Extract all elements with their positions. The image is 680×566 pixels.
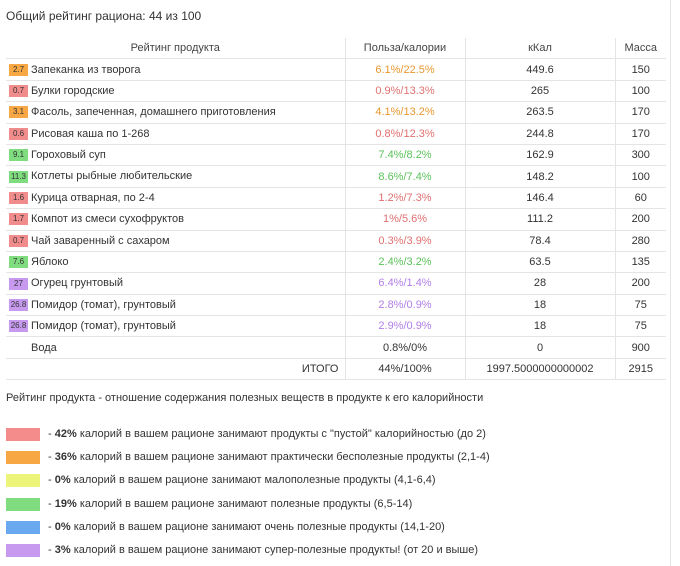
- rating-badge: 1.7: [9, 213, 28, 225]
- table-row: [6, 102, 666, 123]
- product-name: Помидор (томат), грунтовый: [31, 298, 176, 311]
- benefit-calories-value: 2.4%/3.2%: [345, 251, 465, 272]
- kcal-value: 111.2: [465, 209, 615, 230]
- product-cell: [6, 123, 345, 144]
- rating-badge-empty: [9, 342, 28, 354]
- legend-swatch: [6, 474, 40, 487]
- rating-badge: 26.8: [10, 299, 27, 309]
- product-name: Огурец грунтовый: [31, 277, 124, 290]
- product-name: Рисовая каша по 1-268: [31, 127, 150, 140]
- kcal-value: 449.6: [465, 59, 615, 80]
- benefit-calories-value: 6.4%/1.4%: [345, 273, 465, 294]
- table-row: [6, 251, 666, 272]
- total-label: ИТОГО: [6, 358, 345, 379]
- legend-description: калорий в вашем рационе занимают практически бесполезные продукты (2,1-4): [76, 451, 490, 464]
- legend-percent: 0%: [54, 520, 71, 533]
- product-cell: [6, 337, 345, 358]
- legend-description: калорий в вашем рационе занимают малополезные продукты (4,1-6,4): [70, 474, 436, 487]
- benefit-calories-value: 0.8%/0%: [345, 337, 465, 358]
- product-cell: [6, 144, 345, 165]
- product-cell: [6, 166, 345, 187]
- benefit-calories-value: 2.8%/0.9%: [345, 294, 465, 315]
- rating-badge: 1.6: [9, 192, 28, 204]
- product-name: Помидор (томат), грунтовый: [31, 320, 176, 333]
- product-cell: [6, 102, 345, 123]
- table-row: [6, 294, 666, 315]
- page-divider: [670, 0, 671, 566]
- legend-description: калорий в вашем рационе занимают супер-полезные продукты! (от 20 и выше): [70, 544, 479, 556]
- legend-title: Рейтинг продукта - отношение содержания полезных веществ в продукте к его калорийности: [6, 392, 484, 404]
- legend-percent: 36%: [54, 451, 77, 464]
- rating-badge: 0.7: [9, 85, 28, 97]
- kcal-value: 162.9: [465, 144, 615, 165]
- legend-text: - 19% калорий в вашем рационе занимают полезные продукты (6,5-14): [48, 497, 413, 510]
- product-name: Вода: [31, 341, 57, 354]
- rating-badge: 9.1: [9, 149, 28, 161]
- mass-value: 75: [615, 294, 666, 315]
- overall-rating: Общий рейтинг рациона: 44 из 100: [6, 9, 202, 23]
- header-benefit-calories: Польза/калории: [345, 38, 465, 59]
- legend-text: - 3% калорий в вашем рационе занимают супер-полезные продукты! (от 20 и выше): [48, 544, 479, 556]
- kcal-value: 18: [465, 294, 615, 315]
- mass-value: 100: [615, 166, 666, 187]
- header-kcal: кКал: [465, 38, 615, 59]
- mass-value: 75: [615, 316, 666, 337]
- table-row: [6, 209, 666, 230]
- benefit-calories-value: 0.3%/3.9%: [345, 230, 465, 251]
- product-name: Запеканка из творога: [31, 63, 141, 76]
- kcal-value: 265: [465, 80, 615, 101]
- legend-percent: 0%: [54, 474, 71, 487]
- table-row: [6, 59, 666, 80]
- legend-swatch: [6, 521, 40, 534]
- product-cell: [6, 316, 345, 337]
- table-row: [6, 80, 666, 101]
- product-name: Компот из смеси сухофруктов: [31, 213, 184, 226]
- product-cell: [6, 230, 345, 251]
- product-cell: [6, 187, 345, 208]
- product-cell: [6, 59, 345, 80]
- rating-badge: 0.6: [9, 128, 28, 140]
- legend-description: калорий в вашем рационе занимают очень полезные продукты (14,1-20): [70, 520, 445, 533]
- benefit-calories-value: 8.6%/7.4%: [345, 166, 465, 187]
- total-mass: 2915: [615, 358, 666, 379]
- legend-swatch: [6, 428, 40, 441]
- rating-badge: 0.7: [9, 235, 28, 247]
- benefit-calories-value: 0.8%/12.3%: [345, 123, 465, 144]
- product-cell: [6, 273, 345, 294]
- product-name: Яблоко: [31, 256, 69, 269]
- product-name: Булки городские: [31, 85, 115, 98]
- header-mass: Масса: [615, 38, 666, 59]
- legend-percent: 3%: [54, 544, 71, 556]
- kcal-value: 0: [465, 337, 615, 358]
- mass-value: 135: [615, 251, 666, 272]
- mass-value: 200: [615, 273, 666, 294]
- legend-swatch: [6, 498, 40, 511]
- rating-badge: 26.8: [10, 321, 27, 331]
- kcal-value: 78.4: [465, 230, 615, 251]
- mass-value: 100: [615, 80, 666, 101]
- total-row: [6, 358, 666, 379]
- product-name: Гороховый суп: [31, 149, 106, 162]
- table-row: [6, 273, 666, 294]
- product-cell: [6, 251, 345, 272]
- legend-percent: 42%: [54, 428, 77, 440]
- product-cell: [6, 209, 345, 230]
- table-row: [6, 337, 666, 358]
- legend-description: калорий в вашем рационе занимают продукты с "пустой" калорийностью (до 2): [76, 428, 486, 440]
- mass-value: 170: [615, 123, 666, 144]
- rating-badge: 2.7: [9, 64, 28, 76]
- legend-text: - 0% калорий в вашем рационе занимают малополезные продукты (4,1-6,4): [48, 474, 436, 487]
- kcal-value: 146.4: [465, 187, 615, 208]
- header-product-rating: Рейтинг продукта: [6, 38, 345, 59]
- table-row: [6, 144, 666, 165]
- mass-value: 200: [615, 209, 666, 230]
- table-row: [6, 316, 666, 337]
- legend-text: - 36% калорий в вашем рационе занимают практически бесполезные продукты (2,1-4): [48, 451, 490, 464]
- benefit-calories-value: 6.1%/22.5%: [345, 59, 465, 80]
- kcal-value: 18: [465, 316, 615, 337]
- table-row: [6, 123, 666, 144]
- product-cell: [6, 294, 345, 315]
- table-row: [6, 230, 666, 251]
- food-table: [6, 38, 666, 380]
- legend-text: - 0% калорий в вашем рационе занимают очень полезные продукты (14,1-20): [48, 520, 445, 533]
- total-ratio: 44%/100%: [345, 358, 465, 379]
- benefit-calories-value: 2.9%/0.9%: [345, 316, 465, 337]
- product-name: Курица отварная, по 2-4: [31, 191, 155, 204]
- product-cell: [6, 80, 345, 101]
- legend-description: калорий в вашем рационе занимают полезные продукты (6,5-14): [76, 497, 413, 510]
- mass-value: 300: [615, 144, 666, 165]
- table-header-row: [6, 38, 666, 59]
- legend-text: - 42% калорий в вашем рационе занимают продукты с "пустой" калорийностью (до 2): [48, 428, 486, 440]
- benefit-calories-value: 1.2%/7.3%: [345, 187, 465, 208]
- rating-badge: 3.1: [9, 106, 28, 118]
- kcal-value: 148.2: [465, 166, 615, 187]
- kcal-value: 28: [465, 273, 615, 294]
- product-name: Котлеты рыбные любительские: [31, 170, 193, 183]
- table-row: [6, 187, 666, 208]
- benefit-calories-value: 7.4%/8.2%: [345, 144, 465, 165]
- mass-value: 150: [615, 59, 666, 80]
- product-name: Чай заваренный с сахаром: [31, 234, 170, 247]
- table-row: [6, 166, 666, 187]
- kcal-value: 263.5: [465, 102, 615, 123]
- kcal-value: 244.8: [465, 123, 615, 144]
- legend-swatch: [6, 451, 40, 464]
- benefit-calories-value: 0.9%/13.3%: [345, 80, 465, 101]
- mass-value: 280: [615, 230, 666, 251]
- mass-value: 170: [615, 102, 666, 123]
- rating-badge: 27: [9, 278, 28, 290]
- mass-value: 900: [615, 337, 666, 358]
- rating-badge: 7.6: [9, 256, 28, 268]
- benefit-calories-value: 4.1%/13.2%: [345, 102, 465, 123]
- benefit-calories-value: 1%/5.6%: [345, 209, 465, 230]
- total-kcal: 1997.5000000000002: [465, 358, 615, 379]
- rating-badge: 11.3: [9, 171, 28, 183]
- mass-value: 60: [615, 187, 666, 208]
- product-name: Фасоль, запеченная, домашнего приготовления: [31, 106, 276, 119]
- kcal-value: 63.5: [465, 251, 615, 272]
- legend-swatch: [6, 544, 40, 557]
- legend-percent: 19%: [54, 497, 77, 510]
